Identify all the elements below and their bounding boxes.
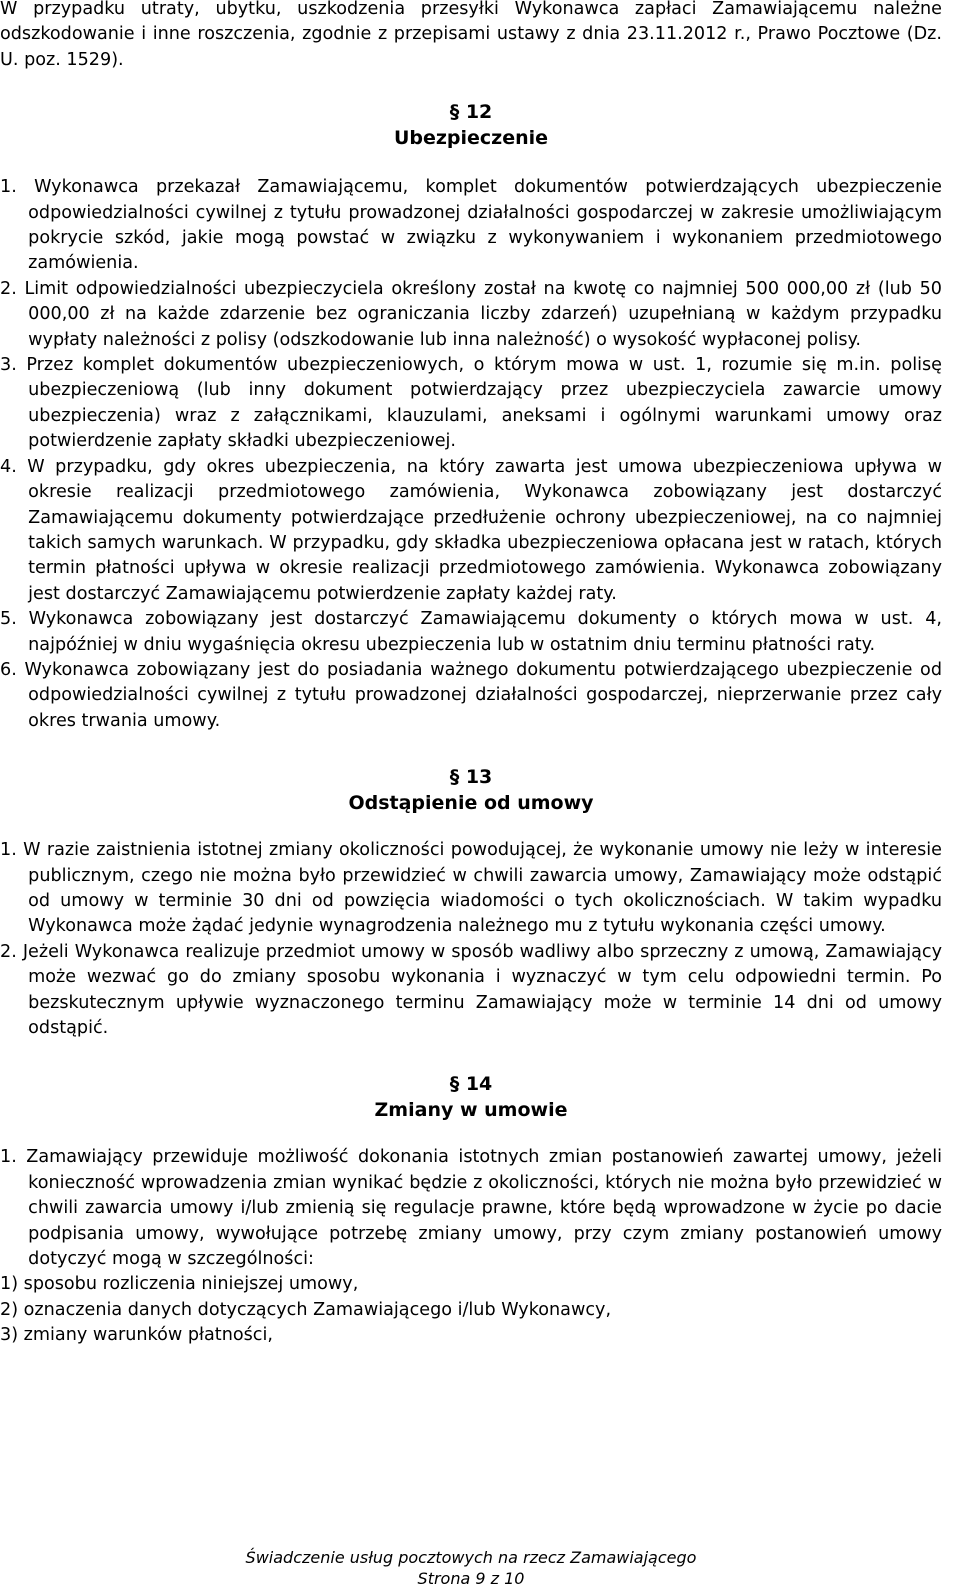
section-title: Ubezpieczenie xyxy=(393,127,549,150)
section-12-heading xyxy=(0,99,942,151)
section-13-item-1: 1. W razie zaistnienia istotnej zmiany okoliczności powodującej, że wykonanie umowy nie leży w interesie publicznym, czego nie można było przewidzieć w chwili zawarcia umowy, Zamawiający może odstąpić od umowy w terminie 30 dni od powzięcia wiadomości o tych okolicznościach. W takim wypadku Wykonawca może żądać jedynie wynagrodzenia należnego mu z tytułu wykonania części umowy. xyxy=(0,840,942,937)
section-number: § 12 xyxy=(449,101,493,124)
page-number: Strona 9 z 10 xyxy=(417,1569,525,1588)
section-12-item-3: 3. Przez komplet dokumentów ubezpieczeniowych, o którym mowa w ust. 1, rozumie się m.in. polisę ubezpieczeniową (lub inny dokument potwierdzający przez ubezpieczyciela zawarcie umowy ubezpieczenia) wraz z załącznikami, klauzulami, aneksami i ogólnymi warunkami umowy oraz potwierdzenie zapłaty składki ubezpieczeniowej. xyxy=(0,355,942,452)
section-title: Odstąpienie od umowy xyxy=(348,792,594,815)
section-12-item-2: 2. Limit odpowiedzialności ubezpieczyciela określony został na kwotę co najmniej 500 000,00 zł (lub 50 000,00 zł na każde zdarzenie bez ograniczania liczby zdarzeń) uzupełnianą w każdym przypadku wypłaty należności z polisy (odszkodowanie lub inna należność) o wysokość wypłaconej polisy. xyxy=(0,278,942,350)
page-footer xyxy=(0,1547,942,1589)
footer-title: Świadczenie usług pocztowych na rzecz Zamawiającego xyxy=(245,1548,697,1567)
section-13-heading xyxy=(0,764,942,816)
section-14-heading xyxy=(0,1071,942,1123)
section-12-item-6: 6. Wykonawca zobowiązany jest do posiadania ważnego dokumentu potwierdzającego ubezpieczenie od odpowiedzialności cywilnej z tytułu prowadzonej działalności gospodarczej, nieprzerwanie przez cały okres trwania umowy. xyxy=(0,659,942,731)
section-14-subitem-1: 1) sposobu rozliczenia niniejszej umowy, xyxy=(0,1274,359,1295)
section-12-item-5: 5. Wykonawca zobowiązany jest dostarczyć Zamawiającemu dokumenty o których mowa w ust. 4, najpóźniej w dniu wygaśnięcia okresu ubezpieczenia lub w ostatnim dniu terminu płatności raty. xyxy=(0,609,942,655)
section-number: § 14 xyxy=(449,1073,493,1096)
section-12-item-1: 1. Wykonawca przekazał Zamawiającemu, komplet dokumentów potwierdzających ubezpieczenie odpowiedzialności cywilnej z tytułu prowadzonej działalności gospodarczej w zakresie umożliwiającym pokrycie szkód, jakie mogą powstać w związku z wykonywaniem i wykonaniem przedmiotowego zamówienia. xyxy=(0,177,942,274)
intro-paragraph: W przypadku utraty, ubytku, uszkodzenia przesyłki Wykonawca zapłaci Zamawiającemu należne odszkodowanie i inne roszczenia, zgodnie z przepisami ustawy z dnia 23.11.2012 r., Prawo Pocztowe (Dz. U. poz. 1529). xyxy=(0,0,942,70)
section-14-subitem-2: 2) oznaczenia danych dotyczących Zamawiającego i/lub Wykonawcy, xyxy=(0,1299,612,1320)
section-title: Zmiany w umowie xyxy=(374,1099,568,1122)
section-14-subitem-3: 3) zmiany warunków płatności, xyxy=(0,1325,273,1346)
section-13-item-2: 2. Jeżeli Wykonawca realizuje przedmiot umowy w sposób wadliwy albo sprzeczny z umową, Zamawiający może wezwać go do zmiany sposobu wykonania i wyznaczyć w tym celu odpowiedni termin. Po bezskutecznym upływie wyznaczonego terminu Zamawiający może w terminie 14 dni od umowy odstąpić. xyxy=(0,941,942,1038)
section-14-item-1: 1. Zamawiający przewiduje możliwość dokonania istotnych zmian postanowień zawartej umowy, jeżeli konieczność wprowadzenia zmian wynikać będzie z okoliczności, których nie można było przewidzieć w chwili zawarcia umowy i/lub zmienią się regulacje prawne, które będą wprowadzone w życie po dacie podpisania umowy, wywołujące potrzebę zmiany umowy, przy czym zmiany postanowień umowy dotyczyć mogą w szczególności: xyxy=(0,1147,942,1270)
section-number: § 13 xyxy=(449,766,493,789)
section-12-item-4: 4. W przypadku, gdy okres ubezpieczenia, na który zawarta jest umowa ubezpieczeniowa upływa w okresie realizacji przedmiotowego zamówienia, Wykonawca zobowiązany jest dostarczyć Zamawiającemu dokumenty potwierdzające przedłużenie ochrony ubezpieczeniowej, na co najmniej takich samych warunkach. W przypadku, gdy składka ubezpieczeniowa opłacana jest w ratach, których termin płatności upływa w okresie realizacji przedmiotowego zamówienia. Wykonawca zobowiązany jest dostarczyć Zamawiającemu potwierdzenie zapłaty każdej raty. xyxy=(0,456,942,604)
